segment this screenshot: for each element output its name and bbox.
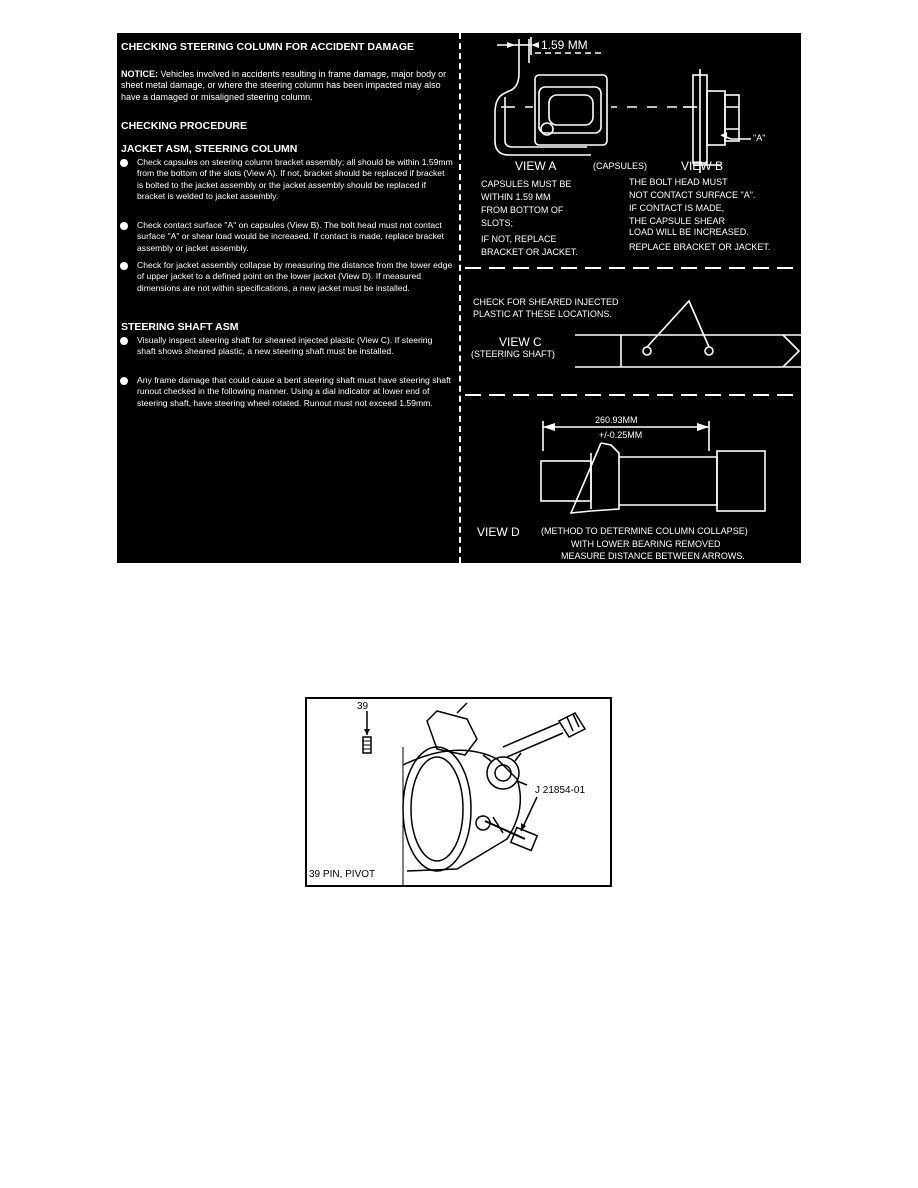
notice-paragraph	[121, 69, 453, 103]
view-b-label: VIEW B	[681, 159, 724, 173]
jacket-bullet-3: Check for jacket assembly collapse by measuring the distance from the lower edge of upper jacket to a defined point on the lower jacket (View D). If measured dimensions are not within specifications, a new jacket must be installed.	[119, 260, 453, 294]
dimension-label-159: 1.59 MM	[541, 38, 588, 52]
view-d-dimension: 260.93MM	[595, 415, 638, 425]
view-a-note-line1: CAPSULES MUST BE	[481, 179, 572, 189]
shaft-heading: STEERING SHAFT ASM	[121, 321, 239, 333]
view-b-capsule-drawing	[683, 69, 751, 173]
jacket-bullet-1: Check capsules on steering column bracket assembly; all should be within 1.59mm from the bottom of the slots (View A). If not, bracket should be replaced if bracket is bolted to the jacket assembly or the jacket assembly should be replaced if bracket is welded to jacket assembly.	[119, 157, 453, 202]
view-c-label: VIEW C	[499, 335, 542, 349]
tool-label: J 21854-01	[535, 785, 586, 796]
bullet-icon	[120, 337, 128, 345]
view-d-tolerance: +/-0.25MM	[599, 430, 643, 440]
view-d-note-line2: WITH LOWER BEARING REMOVED	[571, 539, 721, 549]
view-a-note-line6: BRACKET OR JACKET.	[481, 247, 578, 257]
view-a-note-line4: SLOTS;	[481, 218, 514, 228]
view-d-note-line3: MEASURE DISTANCE BETWEEN ARROWS.	[561, 551, 745, 561]
view-a-note-line5: IF NOT, REPLACE	[481, 234, 557, 244]
view-b-note-line2: NOT CONTACT SURFACE "A".	[629, 190, 756, 200]
figure-title: CHECKING STEERING COLUMN FOR ACCIDENT DAMAGE	[121, 41, 415, 53]
capsules-label: (CAPSULES)	[593, 161, 648, 171]
jacket-heading: JACKET ASM, STEERING COLUMN	[121, 143, 298, 155]
callout-39: 39	[357, 701, 369, 712]
pivot-pin-figure	[305, 697, 612, 887]
view-d-label: VIEW D	[477, 525, 520, 539]
view-d-jacket-drawing	[541, 421, 765, 513]
steering-shaft-label: (STEERING SHAFT)	[471, 349, 556, 359]
figure2-caption: 39 PIN, PIVOT	[309, 869, 376, 880]
view-b-note-line5: LOAD WILL BE INCREASED.	[629, 227, 749, 237]
procedure-text-panel	[117, 33, 459, 563]
view-b-note-line4: THE CAPSULE SHEAR	[629, 216, 726, 226]
view-b-note-line3: IF CONTACT IS MADE,	[629, 203, 725, 213]
notice-label: NOTICE:	[121, 69, 158, 79]
view-b-note-line6: REPLACE BRACKET OR JACKET.	[629, 242, 771, 252]
bullet-icon	[120, 377, 128, 385]
bullet-icon	[120, 222, 128, 230]
check-sheared-line1: CHECK FOR SHEARED INJECTED	[473, 297, 619, 307]
bullet-icon	[120, 159, 128, 167]
view-b-note-line1: THE BOLT HEAD MUST	[629, 177, 728, 187]
view-a-label: VIEW A	[515, 159, 557, 173]
view-a-note-line2: WITHIN 1.59 MM	[481, 192, 551, 202]
accident-damage-figure	[117, 33, 801, 563]
surface-a-label: "A"	[753, 133, 766, 143]
view-a-note-line3: FROM BOTTOM OF	[481, 205, 564, 215]
diagram-panel	[461, 33, 801, 563]
procedure-heading: CHECKING PROCEDURE	[121, 120, 248, 132]
check-sheared-line2: PLASTIC AT THESE LOCATIONS.	[473, 309, 612, 319]
bullet-icon	[120, 262, 128, 270]
view-d-note-line1: (METHOD TO DETERMINE COLUMN COLLAPSE)	[541, 526, 748, 536]
shaft-bullet-1: Visually inspect steering shaft for sheared injected plastic (View C). If steering shaft shows sheared plastic, a new steering shaft must be installed.	[119, 335, 453, 358]
notice-text: Vehicles involved in accidents resulting in frame damage, major body or sheet metal damage, or where the steering column has been impacted may also have a damaged or misaligned steering column.	[121, 69, 447, 102]
view-a-bracket-drawing	[495, 39, 677, 155]
jacket-bullet-2: Check contact surface "A" on capsules (View B). The bolt head must not contact surface "A" or shear load would be increased. If contact is made, replace bracket assembly or jacket assembly.	[119, 220, 453, 254]
shaft-bullet-2: Any frame damage that could cause a bent steering shaft must have steering shaft runout checked in the following manner. Using a dial indicator at lower end of steering shaft, have steering wheel rotated. Runout must not exceed 1.59mm.	[119, 375, 453, 409]
